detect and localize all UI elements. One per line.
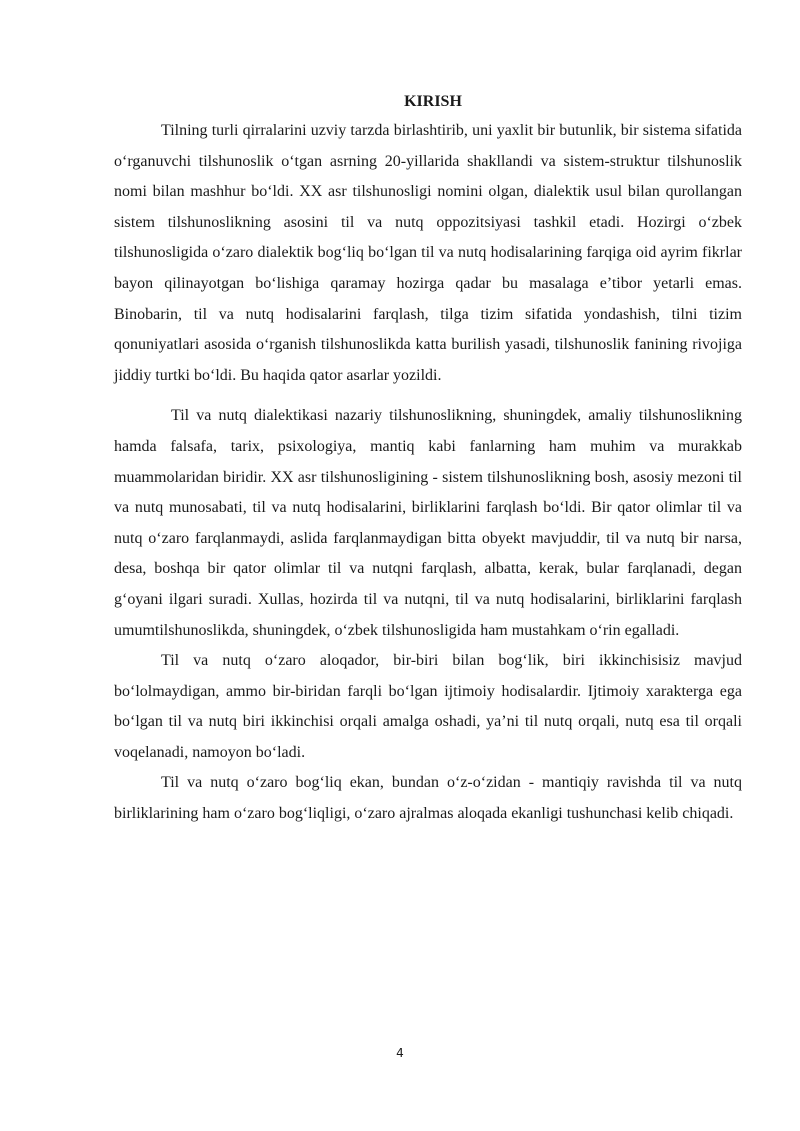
paragraph-1: Tilning turli qirralarini uzviy tarzda birlashtirib, uni yaxlit bir butunlik, bir sistema sifatida o‘rganuvchi tilshunoslik o‘tgan asrning 20-yillarida shakllandi va sistem-struktur tilshunoslik nomi bilan mashhur bo‘ldi. XX asr tilshunosligi nomini olgan, dialektik usul bilan qurollangan sistem tilshunoslikning asosini til va nutq oppozitsiyasi tashkil etadi. Hozirgi o‘zbek tilshunosligida o‘zaro dialektik bog‘liq bo‘lgan til va nutq hodisalarining farqiga oid ayrim fikrlar bayon qilinayotgan bo‘lishiga qaramay hozirga qadar bu masalaga e’tibor yetarli emas. Binobarin, til va nutq hodisalarini farqlash, tilga tizim sifatida yondashish, tilni tizim qonuniyatlari asosida o‘rganish tilshunoslikda katta burilish yasadi, tilshunoslik fanining rivojiga jiddiy turtki bo‘ldi. Bu haqida qator asarlar yozildi. <box>114 122 742 384</box>
page-number: 4 <box>396 1046 404 1060</box>
paragraph-4: Til va nutq o‘zaro bog‘liq ekan, bundan o‘z-o‘zidan - mantiqiy ravishda til va nutq birliklarining ham o‘zaro bog‘liqligi, o‘zaro ajralmas aloqada ekanligi tushunchasi kelib chiqadi. <box>114 774 742 823</box>
page-title: KIRISH <box>404 93 462 110</box>
paragraph-3: Til va nutq o‘zaro aloqador, bir-biri bilan bog‘lik, biri ikkinchisisiz mavjud bo‘lolmaydigan, ammo bir-biridan farqli bo‘lgan ijtimoiy hodisalardir. Ijtimoiy xarakterga ega bo‘lgan til va nutq biri ikkinchisi orqali amalga oshadi, ya’ni til nutq orqali, nutq esa til orqali voqelanadi, namoyon bo‘ladi. <box>114 652 742 761</box>
document-body <box>114 88 742 830</box>
paragraph-2: Til va nutq dialektikasi nazariy tilshunoslikning, shuningdek, amaliy tilshunoslikning hamda falsafa, tarix, psixologiya, mantiq kabi fanlarning ham muhim va murakkab muammolaridan biridir. XX asr tilshunosligining - sistem tilshunoslikning bosh, asosiy mezoni til va nutq munosabati, til va nutq hodisalarini, birliklarini farqlash bo‘ldi. Bir qator olimlar til va nutq o‘zaro farqlanmaydi, aslida farqlanmaydigan bitta obyekt mavjuddir, til va nutq bir narsa, desa, boshqa bir qator olimlar til va nutqni farqlash, albatta, kerak, bular farqlanadi, degan g‘oyani ilgari suradi. Xullas, hozirda til va nutqni, til va nutq hodisalarini, birliklarini farqlash umumtilshunoslikda, shuningdek, o‘zbek tilshunosligida ham mustahkam o‘rin egalladi. <box>114 407 742 639</box>
